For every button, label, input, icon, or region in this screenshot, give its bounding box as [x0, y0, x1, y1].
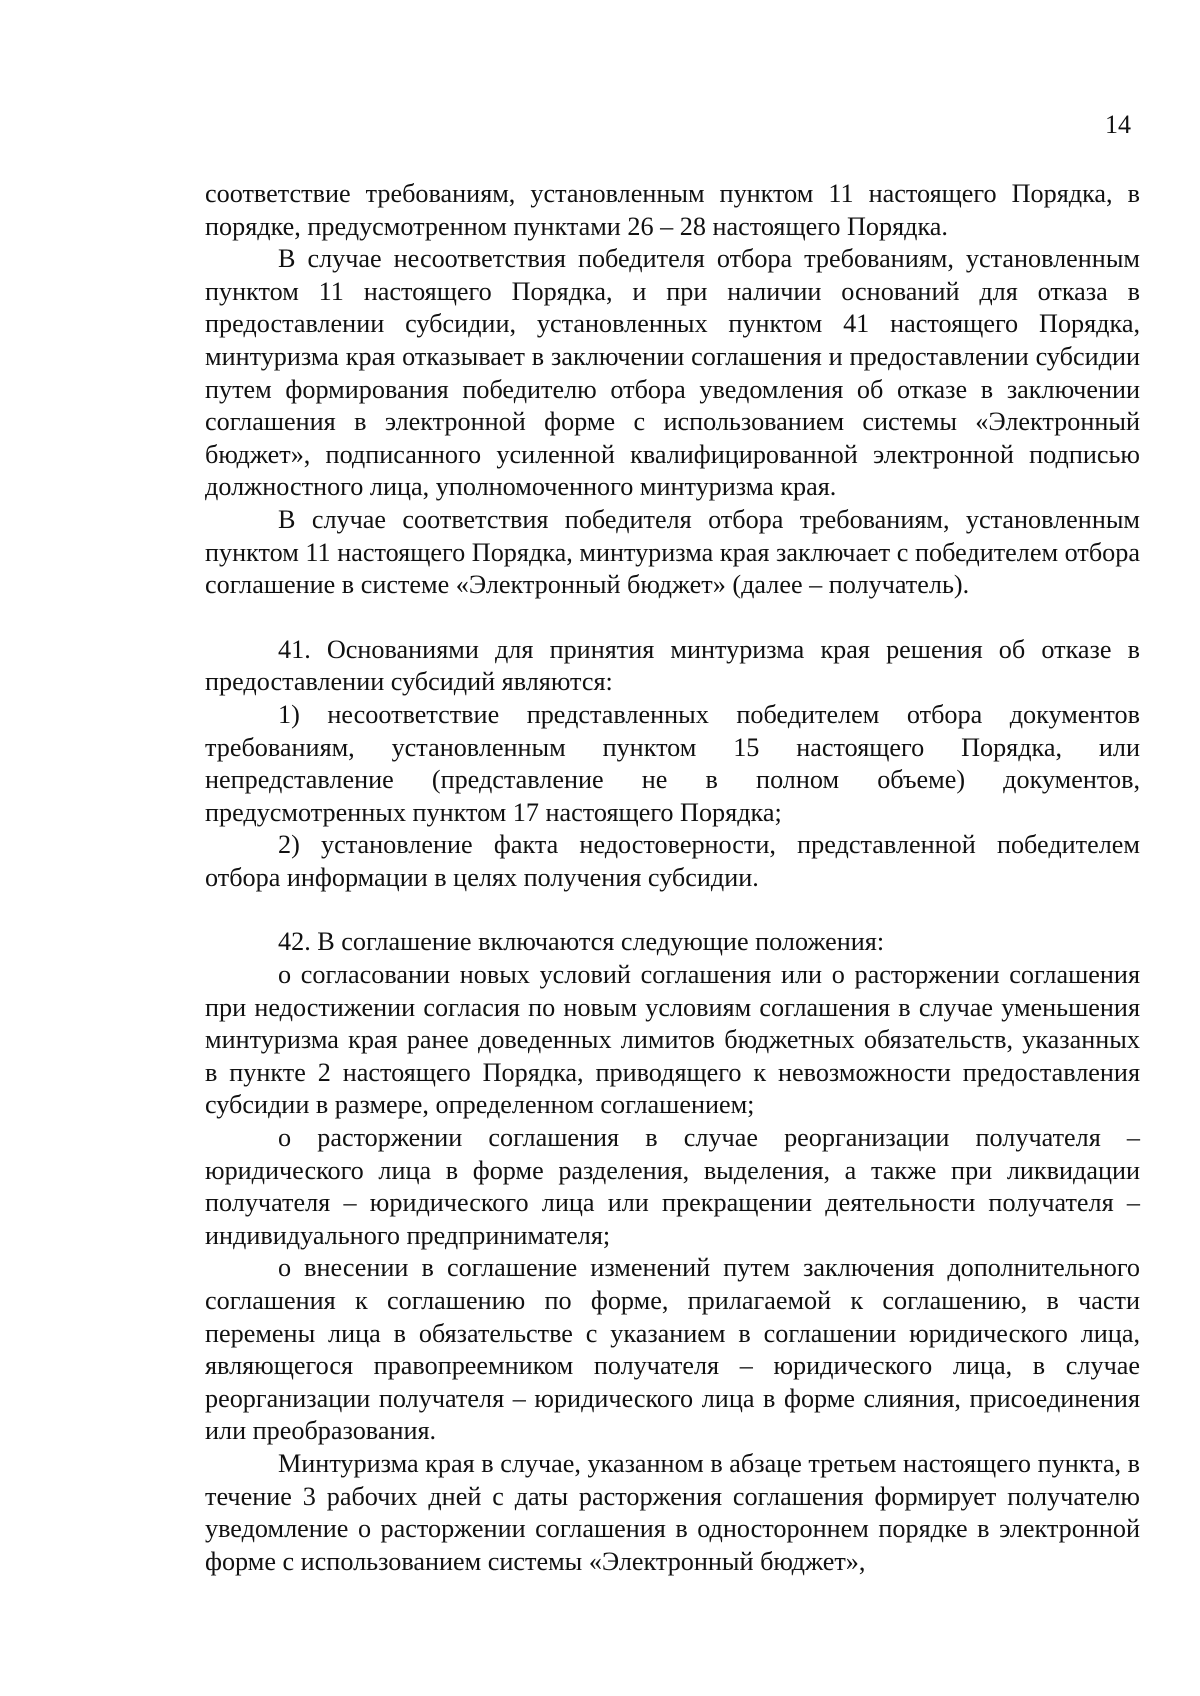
paragraph-clause-41-item-1: 1) несоответствие представленных победителем отбора документов требованиям, установленным пунктом 15 настоящего Порядка, или непредставление (представление не в полном объеме) документов, предусмотренных пунктом 17 настоящего Порядка;: [205, 699, 1140, 827]
paragraph-clause-42-termination: о расторжении соглашения в случае реорганизации получателя – юридического лица в форме разделения, выделения, а также при ликвидации получателя – юридического лица или прекращении деятельности получателя – индивидуального предпринимателя;: [205, 1123, 1140, 1250]
paragraph-conformity-agreement: В случае соответствия победителя отбора требованиям, установленным пунктом 11 настоящего Порядка, минтуризма края заключает с победителем отбора соглашение в системе «Электронный бюджет» (далее – получатель).: [205, 504, 1140, 600]
paragraph-clause-41-item-2: 2) установление факта недостоверности, представленной победителем отбора информации в целях получения субсидии.: [205, 830, 1140, 892]
paragraph-nonconformity-refusal: В случае несоответствия победителя отбора требованиям, установленным пунктом 11 настоящего Порядка, и при наличии оснований для отказа в предоставлении субсидии, установленных пунктом 41 настоящего Порядка, минтуризма края отказывает в заключении соглашения и предоставлении субсидии путем формирования победителю отбора уведомления об отказе в заключении соглашения в электронной форме с использованием системы «Электронный бюджет», подписанного усиленной квалифицированной электронной подписью должностного лица, уполномоченного минтуризма края.: [205, 244, 1140, 502]
paragraph-clause-42-amendments: о внесении в соглашение изменений путем заключения дополнительного соглашения к соглашению по форме, прилагаемой к соглашению, в части перемены лица в обязательстве с указанием в соглашении юридического лица, являющегося правопреемником получателя – юридического лица, в случае реорганизации получателя – юридического лица в форме слияния, присоединения или преобразования.: [205, 1253, 1140, 1446]
page-number: 14: [1105, 110, 1131, 139]
paragraph-clause-42: 42. В соглашение включаются следующие положения:: [278, 927, 885, 957]
paragraph-clause-42-notification: Минтуризма края в случае, указанном в абзаце третьем настоящего пункта, в течение 3 рабочих дней с даты расторжения соглашения формирует получателю уведомление о расторжении соглашения в одностороннем порядке в электронной форме с использованием системы «Электронный бюджет»,: [205, 1448, 1140, 1576]
paragraph-clause-42-new-conditions: о согласовании новых условий соглашения или о расторжении соглашения при недостижении согласия по новым условиям соглашения в случае уменьшения минтуризма края ранее доведенных лимитов бюджетных обязательств, указанных в пункте 2 настоящего Порядка, приводящего к невозможности предоставления субсидии в размере, определенном соглашением;: [205, 960, 1140, 1120]
document-body: [205, 178, 1140, 1578]
paragraph-clause-41: 41. Основаниями для принятия минтуризма края решения об отказе в предоставлении субсидий являются:: [205, 634, 1140, 697]
paragraph-continuation: соответствие требованиям, установленным пунктом 11 настоящего Порядка, в порядке, предусмотренном пунктами 26 – 28 настоящего Порядка.: [205, 179, 1140, 241]
